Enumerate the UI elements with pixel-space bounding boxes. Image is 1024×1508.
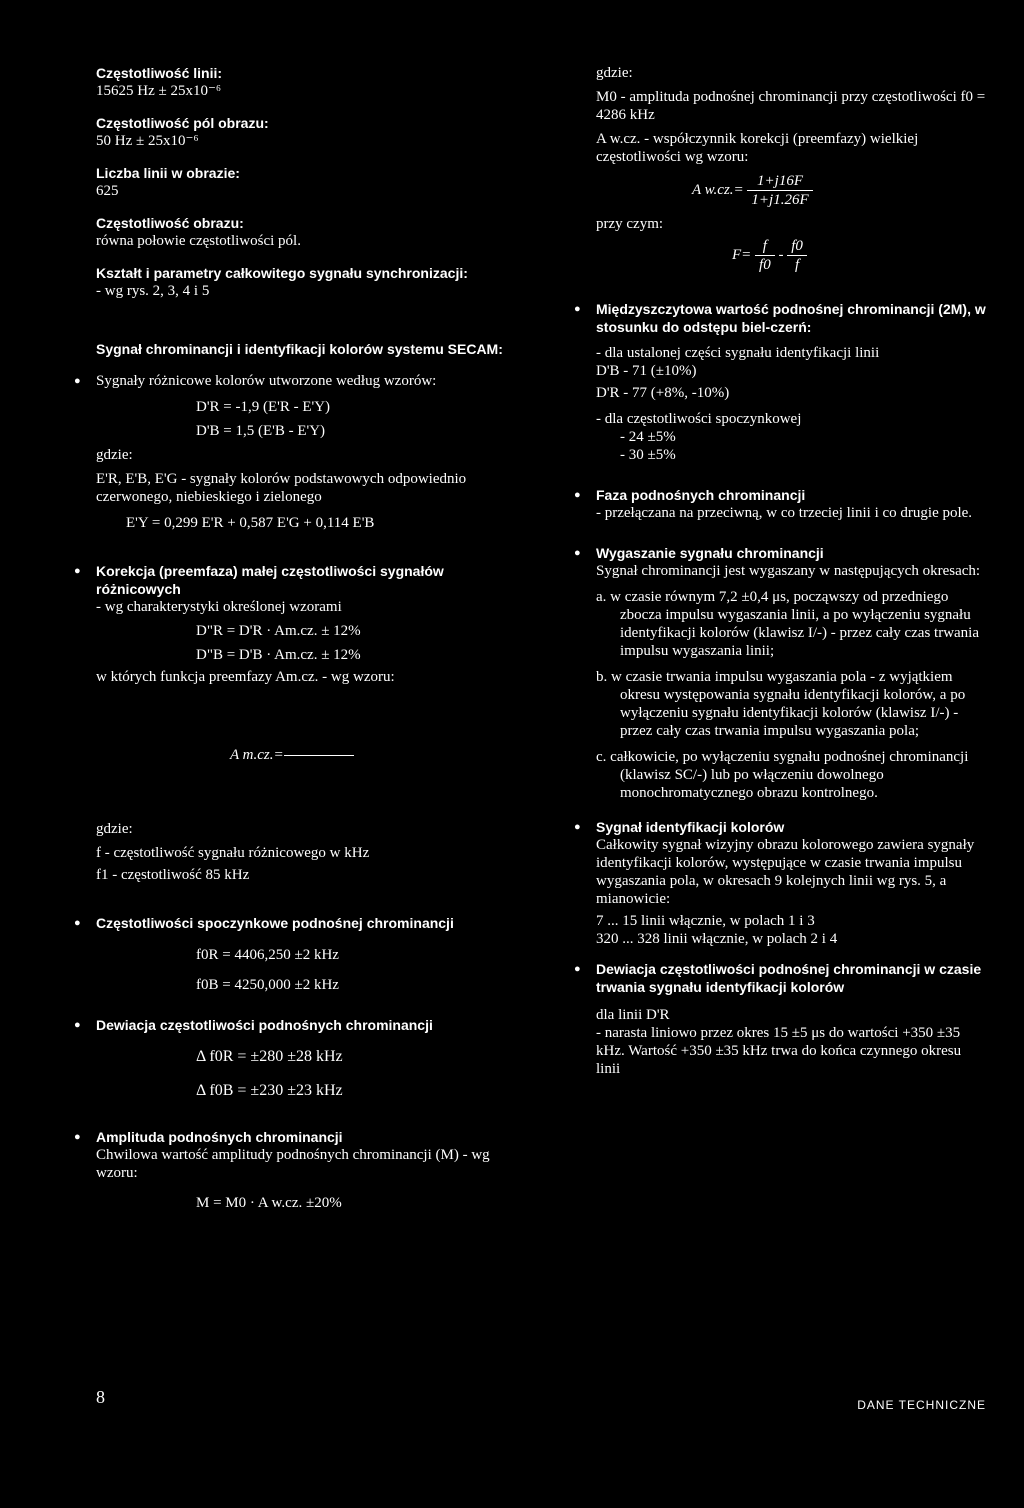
right-column	[596, 64, 986, 1078]
line-frequency-heading: Częstotliwość linii:	[96, 65, 223, 81]
difference-signals-item: ● Sygnały różnicowe kolorów utworzone według wzorów:	[96, 372, 526, 390]
sync-shape-heading: Kształt i parametry całkowitego sygnału synchronizacji:	[96, 265, 468, 281]
deviation-heading: ● Dewiacja częstotliwości podnośnych chrominancji	[96, 1016, 526, 1034]
line-frequency-value: 15625 Hz ± 25x10⁻⁶	[96, 83, 222, 99]
where-also-label: przy czym:	[596, 216, 664, 232]
lines-320-328: 320 ... 328 linii włącznie, w polach 2 i 4	[596, 931, 838, 947]
equation-dfor: Δ f0R = ±280 ±28 kHz	[196, 1048, 343, 1065]
equation-dfob: Δ f0B = ±230 ±23 kHz	[196, 1082, 343, 1099]
equation-ey: E'Y = 0,299 E'R + 0,587 E'G + 0,114 E'B	[126, 515, 375, 531]
awcz-definition: A w.cz. - współczynnik korekcji (preemfazy) wielkiej częstotliwości wg wzoru:	[596, 131, 919, 165]
equation-am: A m.cz.=	[96, 746, 526, 764]
blanking-heading: ● Wygaszanie sygnału chrominancji	[596, 544, 986, 562]
phase-heading: ● Faza podnośnych chrominancji	[596, 486, 986, 504]
preemphasis-heading: ● Korekcja (preemfaza) małej częstotliwości sygnałów różnicowych	[96, 562, 526, 598]
blanking-item-c: c. całkowicie, po wyłączeniu sygnału podnośnej chrominancji (klawisz SC/-) lub po włączeniu dowolnego monochromatycznego obrazu kontrolnego.	[596, 749, 969, 801]
equation-dr: D'R = -1,9 (E'R - E'Y)	[196, 399, 331, 415]
page-number: 8	[96, 1387, 105, 1407]
rest-frequency-heading: ● Częstotliwości spoczynkowe podnośnej chrominancji	[96, 914, 526, 932]
where-label-1: gdzie:	[96, 447, 133, 463]
lines-7-15: 7 ... 15 linii włącznie, w polach 1 i 3	[596, 913, 815, 929]
value-24: - 24 ±5%	[620, 429, 676, 445]
preemphasis-function-text: w których funkcja preemfazy Am.cz. - wg wzoru:	[96, 669, 395, 685]
left-column	[96, 64, 526, 1212]
blanking-text: Sygnał chrominancji jest wygaszany w następujących okresach:	[596, 563, 981, 579]
ramp-text: - narasta liniowo przez okres 15 ±5 μs do wartości +350 ±35 kHz. Wartość +350 ±35 kHz trwa do końca czynnego okresu linii	[596, 1025, 962, 1077]
peak-value-heading: ● Międzyszczytowa wartość podnośnej chrominancji (2M), w stosunku do odstępu biel-czerń:	[596, 300, 986, 336]
field-frequency-value: 50 Hz ± 25x10⁻⁶	[96, 133, 199, 149]
line-count-heading: Liczba linii w obrazie:	[96, 165, 240, 181]
equation-awcz: A w.cz.= $\frac{1+j16F}{1+j1.26F}$	[596, 172, 986, 209]
frame-frequency-heading: Częstotliwość obrazu:	[96, 215, 244, 231]
value-30: - 30 ±5%	[620, 447, 676, 463]
for-line-dr: dla linii D'R	[596, 1007, 670, 1023]
m0-definition: M0 - amplituda podnośnej chrominancji przy częstotliwości f0 = 4286 kHz	[596, 89, 986, 123]
where-label-3: gdzie:	[596, 65, 633, 81]
equation-f: F= $\frac{f}{f0}$ - $\frac{f0}{f}$	[596, 237, 986, 274]
amplitude-text: Chwilowa wartość amplitudy podnośnych chrominancji (M) - wg wzoru:	[96, 1147, 490, 1181]
f-definition: f - częstotliwość sygnału różnicowego w kHz	[96, 845, 370, 861]
blanking-item-a: a. w czasie równym 7,2 ±0,4 μs, począwszy od przedniego zbocza impulsu wygaszania linii, a po wyłączeniu sygnału identyfikacji kolorów (klawisz I/-) - przez cały czas trwania impulsu wygaszania linii;	[596, 589, 980, 659]
amplitude-heading: ● Amplituda podnośnych chrominancji	[96, 1128, 526, 1146]
equation-m: M = M0 · A w.cz. ±20%	[196, 1195, 342, 1211]
rest-text: - dla częstotliwości spoczynkowej	[596, 411, 802, 427]
equation-fob: f0B = 4250,000 ±2 kHz	[196, 977, 339, 993]
fixed-part-text: - dla ustalonej części sygnału identyfikacji linii	[596, 345, 880, 361]
frame-frequency-value: równa połowie częstotliwości pól.	[96, 233, 301, 249]
phase-text: - przełączana na przeciwną, w co trzeciej linii i co drugie pole.	[596, 505, 973, 521]
f1-definition: f1 - częstotliwość 85 kHz	[96, 867, 250, 883]
where-label-2: gdzie:	[96, 821, 133, 837]
sync-shape-value: - wg rys. 2, 3, 4 i 5	[96, 283, 210, 299]
identification-text: Całkowity sygnał wizyjny obrazu kolorowego zawiera sygnały identyfikacji kolorów, występujące w czasie trwania impulsu wygaszania pola, w okresach 9 kolejnych linii wg rys. 5, a mianowicie:	[596, 837, 975, 907]
id-deviation-heading: ● Dewiacja częstotliwości podnośnej chrominancji w czasie trwania sygnału identyfikacji kolorów	[596, 960, 986, 996]
field-frequency-heading: Częstotliwość pól obrazu:	[96, 115, 269, 131]
dr-value: D'R - 77 (+8%, -10%)	[596, 385, 730, 401]
equation-db: D'B = 1,5 (E'B - E'Y)	[196, 423, 326, 439]
equation-ddr: D"R = D'R · Am.cz. ± 12%	[196, 623, 361, 639]
db-value: D'B - 71 (±10%)	[596, 363, 697, 379]
blanking-item-b: b. w czasie trwania impulsu wygaszania pola - z wyjątkiem okresu występowania sygnału identyfikacji kolorów, a po wyłączeniu sygnału identyfikacji kolorów (klawisz I/-) - przez cały czas trwania impulsu wygaszania pola;	[596, 669, 966, 739]
preemphasis-text: - wg charakterystyki określonej wzorami	[96, 599, 342, 615]
section-label: DANE TECHNICZNE	[857, 1398, 986, 1412]
line-count-value: 625	[96, 183, 119, 199]
identification-heading: ● Sygnał identyfikacji kolorów	[596, 818, 986, 836]
secam-heading: Sygnał chrominancji i identyfikacji kolorów systemu SECAM:	[96, 341, 503, 357]
primary-signals-text: E'R, E'B, E'G - sygnały kolorów podstawowych odpowiednio czerwonego, niebieskiego i zielonego	[96, 471, 467, 505]
equation-for: f0R = 4406,250 ±2 kHz	[196, 947, 339, 963]
equation-ddb: D"B = D'B · Am.cz. ± 12%	[196, 647, 361, 663]
